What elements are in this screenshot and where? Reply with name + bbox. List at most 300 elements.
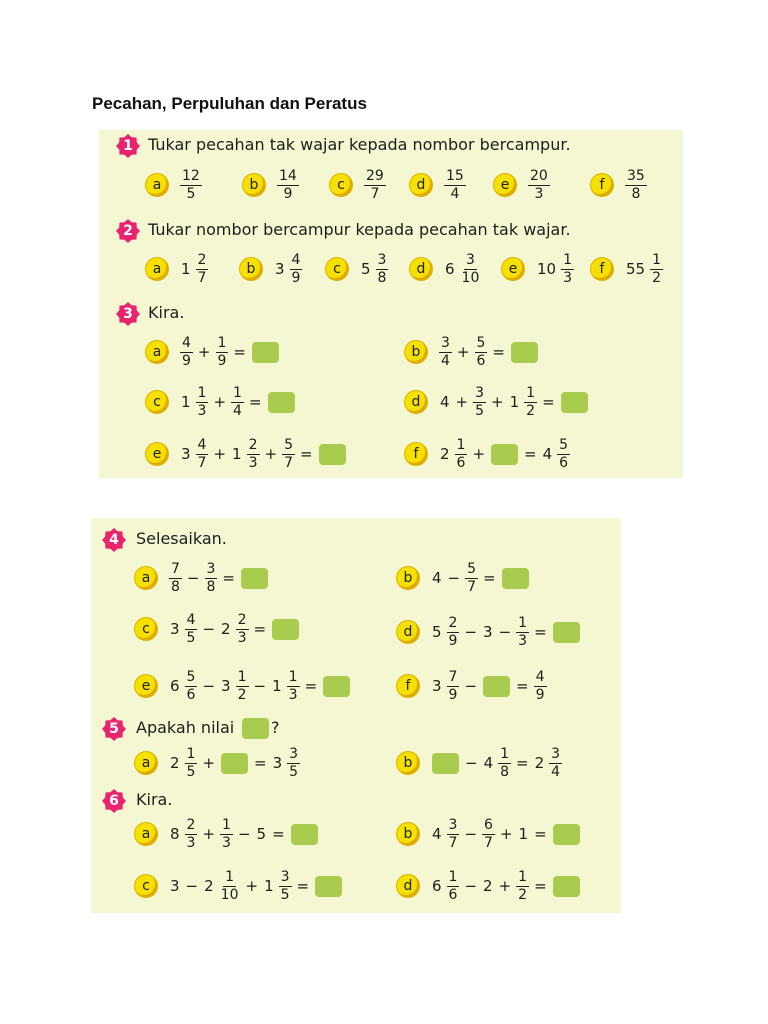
fraction	[180, 336, 193, 369]
denominator: 6	[186, 686, 196, 703]
item-label-d: d	[410, 174, 432, 196]
fraction	[196, 253, 209, 286]
denominator: 9	[217, 352, 227, 369]
math-token: +	[264, 445, 278, 463]
fraction	[498, 747, 511, 780]
exercise-item	[397, 741, 564, 785]
math-token: =	[253, 620, 267, 638]
math-token: =	[233, 343, 246, 361]
math-token: =	[534, 877, 547, 895]
numerator: 7	[171, 560, 180, 577]
fraction	[447, 818, 460, 851]
exercise-item	[397, 610, 583, 654]
item-label-b: b	[240, 258, 262, 280]
item-label-c: c	[146, 391, 168, 413]
fraction	[473, 386, 486, 419]
item-label-c: c	[135, 875, 157, 897]
numerator: 5	[284, 436, 294, 453]
numerator: 1	[456, 436, 466, 453]
numerator: 1	[526, 384, 536, 401]
math-token: +	[499, 825, 513, 843]
math-token: +	[202, 825, 216, 843]
denominator: 8	[206, 578, 216, 595]
answer-box[interactable]	[483, 676, 510, 697]
answer-box[interactable]	[268, 392, 295, 413]
fraction	[455, 438, 468, 471]
fraction	[282, 438, 295, 471]
exercise-item	[326, 247, 390, 291]
denominator: 3	[288, 686, 298, 703]
numerator: 1	[563, 251, 573, 268]
math-token: −	[202, 620, 216, 638]
numerator: 6	[484, 816, 493, 833]
numerator: 2	[448, 614, 458, 631]
math-token: 2	[170, 754, 180, 772]
denominator: 6	[448, 886, 458, 903]
exercise-item	[135, 741, 302, 785]
math-token: =	[516, 677, 529, 695]
numerator: 2	[237, 611, 247, 628]
fraction	[625, 169, 647, 202]
math-token: −	[186, 569, 200, 587]
numerator: 2	[248, 436, 258, 453]
fraction	[185, 818, 198, 851]
fraction	[447, 616, 460, 649]
item-label-d: d	[397, 621, 419, 643]
denominator: 5	[475, 402, 485, 419]
denominator: 3	[534, 185, 544, 202]
fraction	[650, 253, 663, 286]
item-label-c: c	[326, 258, 348, 280]
math-token: +	[213, 393, 227, 411]
denominator: 3	[248, 454, 258, 471]
math-token: +	[491, 393, 504, 411]
numerator: 5	[467, 560, 477, 577]
numerator: 2	[186, 816, 196, 833]
item-label-f: f	[591, 258, 613, 280]
fraction	[185, 670, 198, 703]
denominator: 6	[456, 454, 466, 471]
item-label-f: f	[591, 174, 613, 196]
fraction	[231, 386, 244, 419]
fraction	[290, 253, 303, 286]
math-token: −	[447, 569, 461, 587]
numerator: 1	[237, 668, 247, 685]
fraction	[205, 562, 218, 595]
numerator: 5	[186, 668, 196, 685]
fraction	[364, 169, 386, 202]
numerator: 1	[500, 745, 510, 762]
fraction	[439, 336, 452, 369]
fraction	[219, 870, 241, 903]
fraction	[557, 438, 570, 471]
denominator: 9	[291, 269, 301, 286]
exercise-item	[397, 664, 549, 708]
math-token: 2	[534, 754, 545, 772]
math-token: 1	[509, 393, 520, 411]
exercise-item	[410, 163, 468, 207]
math-token: =	[222, 569, 235, 587]
answer-box[interactable]	[511, 342, 538, 363]
exercise-item	[330, 163, 388, 207]
answer-box[interactable]	[319, 444, 346, 465]
numerator: 1	[652, 251, 662, 268]
numerator: 1	[222, 816, 231, 833]
math-token: 1	[264, 877, 274, 895]
numerator: 14	[279, 167, 297, 184]
math-token: 1	[232, 445, 242, 463]
item-label-b: b	[405, 341, 427, 363]
numerator: 1	[197, 384, 207, 401]
numerator: 7	[448, 668, 458, 685]
item-label-a: a	[135, 567, 157, 589]
math-token: +	[455, 393, 469, 411]
answer-box[interactable]	[315, 876, 342, 897]
item-label-b: b	[397, 567, 419, 589]
exercise-item	[405, 432, 572, 476]
math-token: +	[202, 754, 216, 772]
math-token: 3	[432, 677, 442, 695]
fraction	[516, 870, 529, 903]
exercise-item	[146, 380, 298, 424]
answer-box[interactable]	[242, 718, 269, 739]
question-number: 3	[123, 306, 133, 322]
numerator: 1	[518, 868, 528, 885]
math-token: −	[185, 877, 199, 895]
numerator: 1	[186, 745, 196, 762]
denominator: 3	[563, 269, 573, 286]
denominator: 4	[233, 402, 242, 419]
math-token: −	[202, 677, 216, 695]
denominator: 7	[197, 454, 207, 471]
denominator: 6	[476, 352, 486, 369]
numerator: 4	[182, 334, 191, 351]
item-label-e: e	[146, 443, 168, 465]
math-token: =	[524, 445, 537, 463]
question-number: 4	[109, 532, 119, 548]
math-token: 4	[432, 569, 442, 587]
math-token: =	[534, 825, 547, 843]
exercise-item	[135, 556, 271, 600]
numerator: 1	[448, 868, 458, 885]
math-token: =	[516, 754, 529, 772]
question-number-badge	[102, 717, 126, 741]
math-token: 2	[440, 445, 450, 463]
item-label-a: a	[146, 174, 168, 196]
question-number-badge	[116, 219, 140, 243]
exercise-item	[410, 247, 483, 291]
item-label-a: a	[135, 752, 157, 774]
denominator: 7	[467, 578, 477, 595]
numerator: 1	[217, 334, 227, 351]
item-label-d: d	[410, 258, 432, 280]
math-token: +	[197, 343, 211, 361]
item-label-a: a	[146, 341, 168, 363]
exercise-item	[397, 812, 583, 856]
denominator: 5	[289, 763, 299, 780]
math-token: +	[456, 343, 470, 361]
whole-number: 10	[537, 260, 557, 278]
item-label-c: c	[330, 174, 352, 196]
question-number: 1	[123, 138, 133, 154]
numerator: 1	[225, 868, 235, 885]
math-token: =	[304, 677, 318, 695]
math-token: =	[534, 623, 547, 641]
exercise-item	[135, 812, 321, 856]
fraction	[534, 670, 547, 703]
math-token: +	[472, 445, 486, 463]
fraction	[447, 670, 460, 703]
answer-box[interactable]	[323, 676, 350, 697]
question-title: Tukar pecahan tak wajar kepada nombor bercampur.	[148, 135, 571, 154]
exercise-item	[591, 163, 649, 207]
exercise-item	[397, 864, 583, 908]
exercise-item	[240, 247, 304, 291]
fraction	[287, 747, 300, 780]
denominator: 2	[652, 269, 662, 286]
exercise-item	[494, 163, 552, 207]
question-title: Kira.	[148, 303, 185, 322]
math-token: −	[464, 877, 478, 895]
numerator: 5	[476, 334, 486, 351]
denominator: 9	[535, 686, 545, 703]
math-token: +	[213, 445, 227, 463]
denominator: 5	[186, 185, 196, 202]
answer-box[interactable]	[221, 753, 248, 774]
math-token: =	[272, 825, 285, 843]
denominator: 7	[284, 454, 294, 471]
denominator: 9	[448, 632, 458, 649]
answer-box[interactable]	[553, 824, 580, 845]
fraction	[465, 562, 478, 595]
math-token: 3	[170, 877, 180, 895]
fraction	[475, 336, 488, 369]
question-number-badge	[102, 528, 126, 552]
denominator: 9	[283, 185, 293, 202]
item-label-e: e	[494, 174, 516, 196]
exercise-item	[397, 556, 532, 600]
exercise-item	[146, 330, 282, 374]
exercise-item	[146, 163, 204, 207]
math-token: 1	[181, 393, 191, 411]
numerator: 4	[186, 611, 196, 628]
item-label-a: a	[135, 823, 157, 845]
math-token: 3	[483, 623, 493, 641]
numerator: 3	[289, 745, 299, 762]
exercise-item	[591, 247, 665, 291]
math-token: 4	[483, 754, 494, 772]
item-label-e: e	[135, 675, 157, 697]
exercise-item	[146, 247, 210, 291]
answer-box[interactable]	[561, 392, 588, 413]
numerator: 3	[377, 251, 387, 268]
numerator: 4	[535, 668, 545, 685]
question-title: Kira.	[136, 790, 173, 809]
math-token: 4	[432, 825, 442, 843]
fraction	[549, 747, 562, 780]
numerator: 2	[197, 251, 207, 268]
answer-box[interactable]	[272, 619, 299, 640]
denominator: 7	[197, 269, 207, 286]
math-token: −	[465, 754, 478, 772]
math-token: 2	[221, 620, 231, 638]
fraction	[561, 253, 574, 286]
question-title: Tukar nombor bercampur kepada pecahan tak wajar.	[148, 220, 571, 239]
denominator: 4	[450, 185, 460, 202]
math-token: =	[542, 393, 555, 411]
question-number: 5	[109, 721, 119, 737]
denominator: 4	[551, 763, 561, 780]
denominator: 2	[237, 686, 247, 703]
math-token: 3	[221, 677, 231, 695]
exercise-item	[135, 664, 353, 708]
fraction	[236, 613, 249, 646]
numerator: 12	[182, 167, 200, 184]
whole-number: 6	[445, 260, 455, 278]
fraction	[236, 670, 249, 703]
answer-box[interactable]	[553, 876, 580, 897]
numerator: 3	[448, 816, 458, 833]
fraction	[447, 870, 460, 903]
denominator: 2	[518, 886, 528, 903]
denominator: 3	[197, 402, 207, 419]
math-token: 5	[256, 825, 267, 843]
exercise-item	[146, 432, 349, 476]
denominator: 4	[441, 352, 450, 369]
question-number: 6	[109, 793, 119, 809]
denominator: 3	[518, 632, 528, 649]
numerator: 3	[551, 745, 561, 762]
math-token: +	[498, 877, 512, 895]
math-token: 3	[170, 620, 180, 638]
math-token: 6	[432, 877, 442, 895]
math-token: 3	[181, 445, 191, 463]
numerator: 4	[197, 436, 207, 453]
denominator: 5	[186, 629, 196, 646]
numerator: 3	[466, 251, 475, 268]
fraction	[528, 169, 550, 202]
item-label-a: a	[146, 258, 168, 280]
numerator: 4	[291, 251, 301, 268]
denominator: 5	[280, 886, 290, 903]
denominator: 7	[370, 185, 380, 202]
fraction	[279, 870, 292, 903]
denominator: 3	[186, 834, 196, 851]
item-label-c: c	[135, 618, 157, 640]
exercise-item	[135, 864, 345, 908]
denominator: 10	[220, 886, 239, 903]
denominator: 7	[448, 834, 458, 851]
item-label-e: e	[502, 258, 524, 280]
item-label-f: f	[397, 675, 419, 697]
fraction	[180, 169, 202, 202]
question-number: 2	[123, 223, 133, 239]
exercise-item	[502, 247, 576, 291]
fraction	[196, 386, 209, 419]
denominator: 8	[500, 763, 510, 780]
denominator: 9	[448, 686, 458, 703]
whole-number: 55	[626, 260, 646, 278]
denominator: 5	[186, 763, 196, 780]
math-token: 1	[518, 825, 529, 843]
numerator: 20	[530, 167, 548, 184]
item-label-b: b	[243, 174, 265, 196]
math-token: 8	[170, 825, 180, 843]
fraction	[185, 747, 198, 780]
fraction	[216, 336, 229, 369]
question-number-badge	[116, 134, 140, 158]
answer-box[interactable]	[491, 444, 518, 465]
denominator: 8	[171, 578, 180, 595]
math-token: =	[248, 393, 262, 411]
denominator: 10	[461, 269, 480, 286]
numerator: 3	[206, 560, 216, 577]
fraction	[185, 613, 198, 646]
question-number-badge	[102, 789, 126, 813]
question-number-badge	[116, 302, 140, 326]
question-title-end: ?	[271, 718, 280, 737]
math-token: 3	[272, 754, 283, 772]
item-label-f: f	[405, 443, 427, 465]
page-title: Pecahan, Perpuluhan dan Peratus	[92, 94, 367, 113]
exercise-item	[405, 330, 541, 374]
exercise-item	[243, 163, 301, 207]
denominator: 8	[377, 269, 387, 286]
math-token: 1	[272, 677, 282, 695]
fraction	[220, 818, 233, 851]
numerator: 5	[559, 436, 569, 453]
math-token: =	[296, 877, 310, 895]
fraction	[247, 438, 260, 471]
exercise-item	[405, 380, 591, 424]
answer-box[interactable]	[553, 622, 580, 643]
fraction	[516, 616, 529, 649]
numerator: 1	[288, 668, 298, 685]
question-title: Selesaikan.	[136, 529, 227, 548]
math-token: −	[464, 623, 478, 641]
numerator: 3	[441, 334, 450, 351]
math-token: +	[245, 877, 259, 895]
denominator: 7	[484, 834, 493, 851]
denominator: 6	[559, 454, 569, 471]
numerator: 3	[280, 868, 290, 885]
math-token: −	[464, 677, 478, 695]
denominator: 2	[526, 402, 536, 419]
fraction	[444, 169, 466, 202]
fraction	[277, 169, 299, 202]
math-token: −	[253, 677, 267, 695]
whole-number: 3	[275, 260, 285, 278]
denominator: 9	[182, 352, 191, 369]
numerator: 1	[518, 614, 528, 631]
numerator: 1	[233, 384, 242, 401]
numerator: 15	[446, 167, 464, 184]
denominator: 3	[237, 629, 247, 646]
math-token: 5	[432, 623, 442, 641]
math-token: =	[254, 754, 267, 772]
answer-box[interactable]	[502, 568, 529, 589]
answer-box[interactable]	[241, 568, 268, 589]
fraction	[482, 818, 495, 851]
item-label-b: b	[397, 823, 419, 845]
answer-box[interactable]	[252, 342, 279, 363]
answer-box[interactable]	[291, 824, 318, 845]
denominator: 3	[222, 834, 231, 851]
answer-box[interactable]	[432, 753, 459, 774]
math-token: −	[498, 623, 512, 641]
fraction	[169, 562, 182, 595]
math-token: =	[483, 569, 496, 587]
